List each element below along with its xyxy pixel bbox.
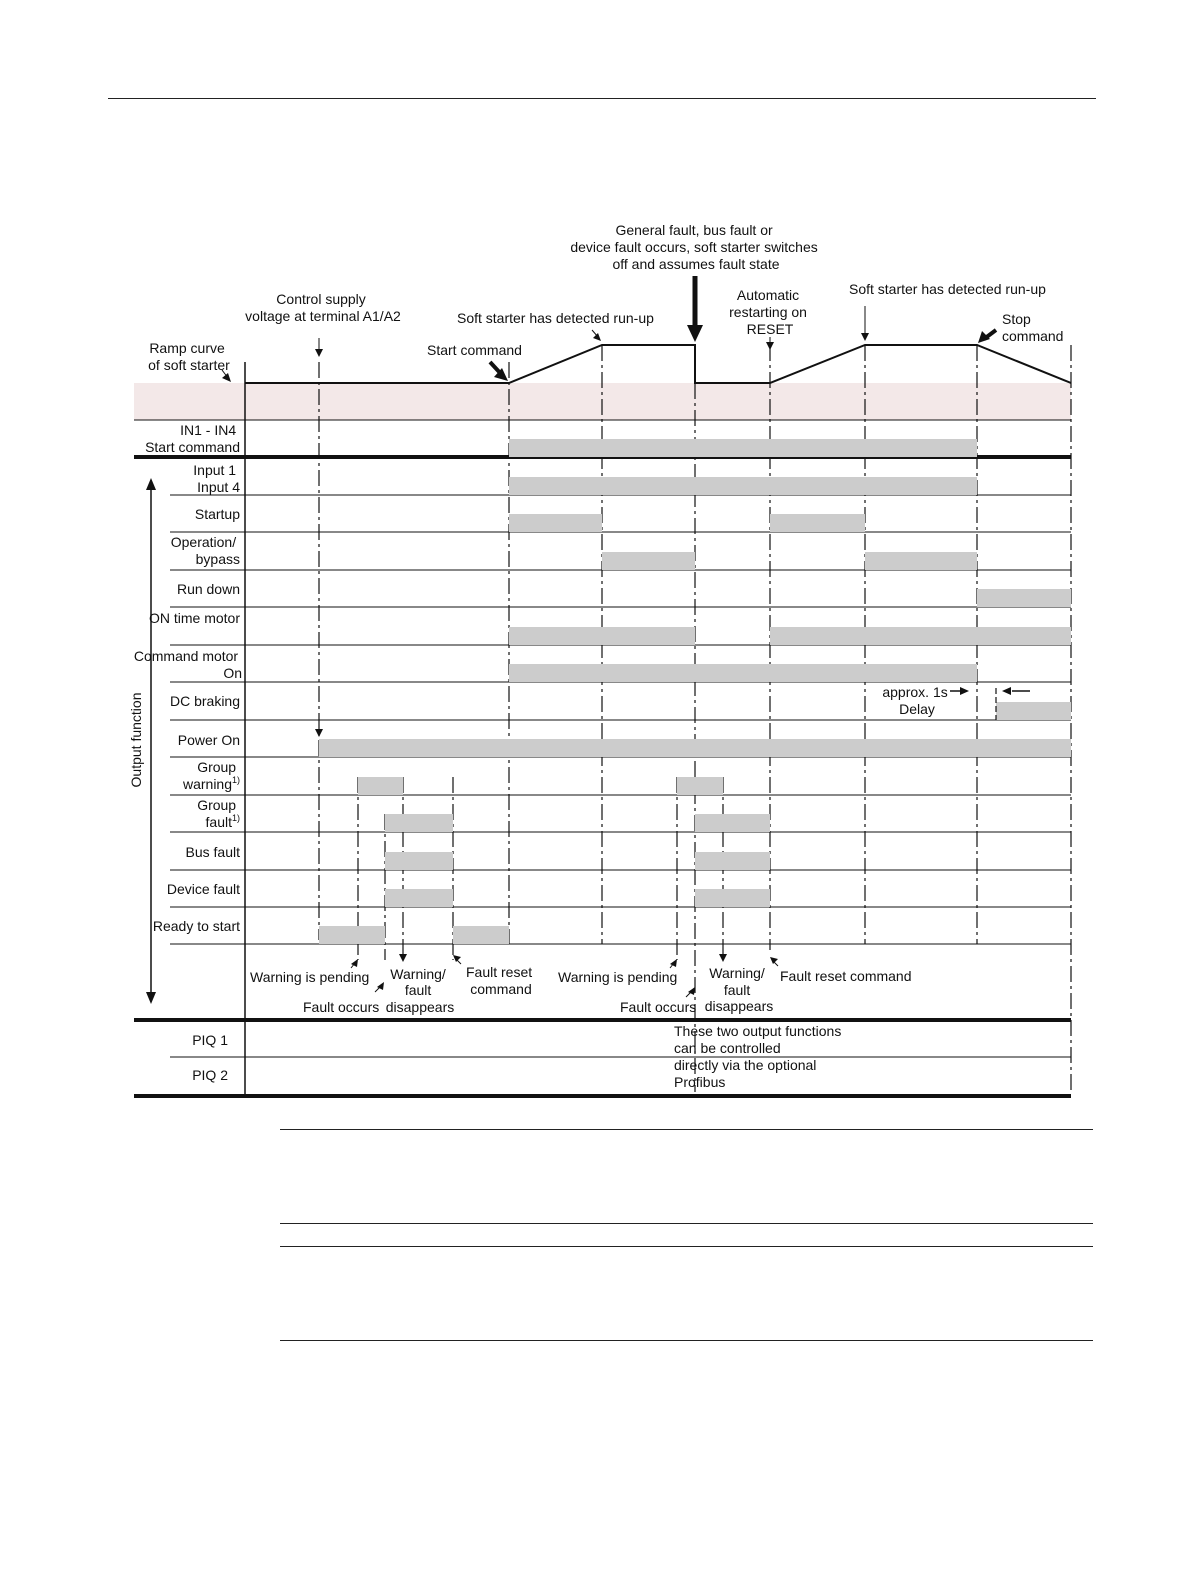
bar-group-fault [385, 814, 453, 832]
output-function-label: Output function [128, 692, 144, 788]
label-device-fault: Device fault [166, 881, 240, 897]
bar-group-warning [358, 777, 403, 795]
label-operation: Operation/ bypass [170, 534, 240, 567]
bar-power-on [319, 739, 1071, 757]
label-bus-fault: Bus fault [185, 844, 240, 860]
fault-occurs-label-1: Fault occurs [303, 999, 380, 1015]
label-command-motor: Command motor On [133, 648, 242, 681]
dc-braking-delay-note: approx. 1s Delay [882, 684, 948, 717]
runup-label-1: Soft starter has detected run-up [457, 310, 654, 326]
bar-group-warning [677, 777, 723, 795]
bar-bus-fault [385, 852, 453, 870]
bar-on-time-motor [770, 627, 1071, 645]
label-run-down: Run down [176, 581, 240, 597]
warn-fault-disappears-label-2: Warning/ fault disappears [704, 965, 774, 1014]
label-on-time-motor: ON time motor [148, 610, 240, 626]
fault-reset-label-2: Fault reset command [780, 968, 912, 984]
label-piq1: PIQ 1 [192, 1032, 228, 1048]
arrow-head-down [146, 992, 156, 1004]
bar-operation [865, 552, 977, 570]
label-in-start: IN1 - IN4 Start command [145, 422, 240, 455]
fault-reset-label-1: Fault reset command [465, 964, 533, 997]
bar-input [509, 477, 977, 495]
ramp-curve [245, 345, 1071, 383]
bar-run-down [977, 589, 1071, 607]
fault-occurs-label-2: Fault occurs [620, 999, 697, 1015]
runup-label-2: Soft starter has detected run-up [849, 281, 1046, 297]
footnote-rule-4 [280, 1340, 1093, 1341]
stop-command-label: Stop command [1002, 311, 1064, 344]
bar-operation [602, 552, 695, 570]
bar-startup [770, 514, 865, 532]
warn-fault-disappears-label-1: Warning/ fault disappears [385, 966, 455, 1015]
start-command-label: Start command [427, 342, 522, 358]
label-input: Input 1 Input 4 [193, 462, 240, 495]
label-dc-braking: DC braking [169, 693, 240, 709]
general-fault-label: General fault, bus fault or device fault occurs, soft starter switches off and assumes fault state [570, 222, 818, 272]
warn-pending-label-1: Warning is pending [250, 969, 370, 985]
label-group-warning: Group warning [182, 759, 237, 792]
bar-ready-to-start [319, 926, 385, 944]
label-ready-to-start: Ready to start [152, 918, 240, 934]
bar-group-fault [695, 814, 770, 832]
footnote-rule-2 [280, 1223, 1093, 1224]
arrow-head-up [146, 478, 156, 490]
bar-bus-fault [695, 852, 770, 870]
bar-ready-to-start [453, 926, 509, 944]
ramp-curve-label: Ramp curve of soft starter [148, 340, 230, 373]
bar-device-fault [385, 889, 453, 907]
label-power-on: Power On [177, 732, 240, 748]
footnote-rule-3 [280, 1246, 1093, 1247]
bar-device-fault [695, 889, 770, 907]
control-supply-label: Control supply voltage at terminal A1/A2 [245, 291, 401, 324]
bar-startup [509, 514, 602, 532]
label-group-fault: Group fault [197, 797, 237, 830]
footnote-rule-1 [280, 1129, 1093, 1130]
bar-start-command [509, 439, 977, 457]
auto-restart-label: Automatic restarting on RESET [729, 287, 807, 337]
bar-command-motor [509, 664, 977, 682]
signal-labels [134, 422, 242, 1083]
warn-pending-label-2: Warning is pending [558, 969, 678, 985]
label-piq2: PIQ 2 [192, 1067, 228, 1083]
label-startup: Startup [194, 506, 240, 522]
label-group-warning-footnote: 1) [231, 775, 240, 785]
label-group-fault-footnote: 1) [231, 813, 240, 823]
piq-note: These two output functions can be controlled directly via the optional Profibus [674, 1023, 842, 1090]
bar-dc-braking [996, 702, 1071, 720]
bar-on-time-motor [509, 627, 695, 645]
